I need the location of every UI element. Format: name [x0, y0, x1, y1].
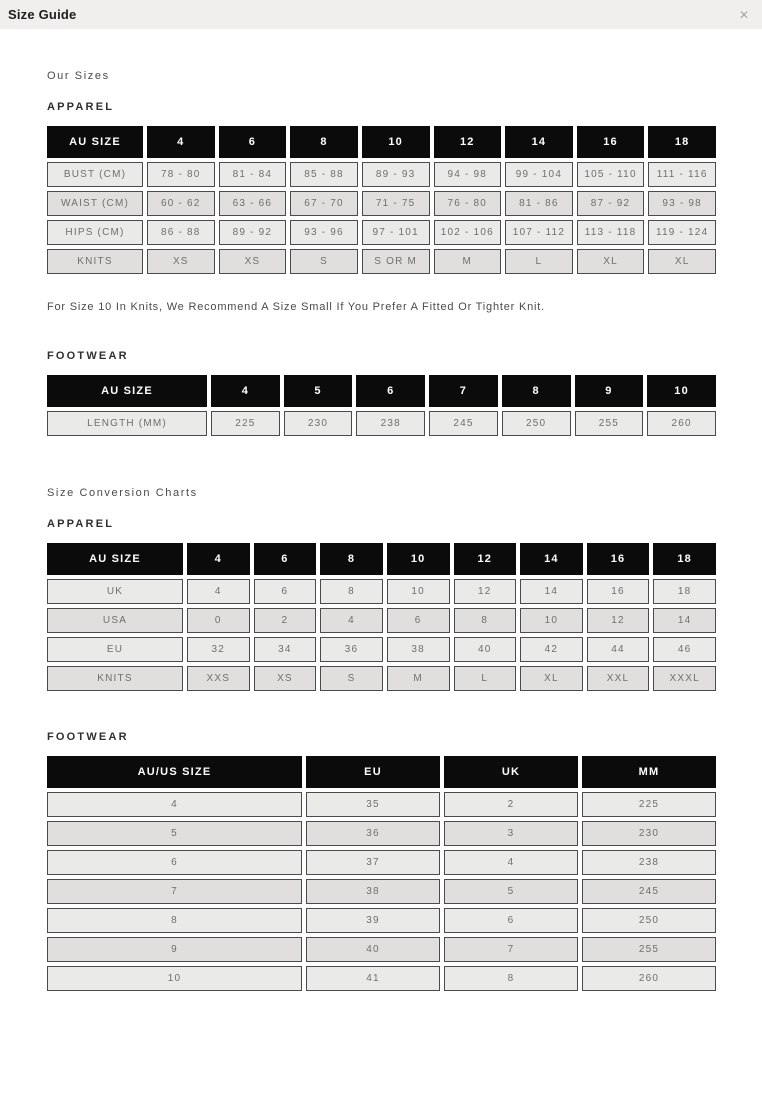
column-header: 16	[587, 543, 650, 575]
cell-value: 4	[444, 850, 578, 875]
cell-value: S	[290, 249, 358, 274]
cell-value: 14	[520, 579, 583, 604]
cell-value: 44	[587, 637, 650, 662]
table-row	[47, 850, 716, 875]
column-header: 9	[575, 375, 644, 407]
column-header: 8	[320, 543, 383, 575]
column-header: 4	[187, 543, 250, 575]
cell-value: 34	[254, 637, 317, 662]
row-label: WAIST (CM)	[47, 191, 143, 216]
header-row	[47, 375, 716, 407]
cell-value: 81 - 84	[219, 162, 287, 187]
table-row	[47, 191, 716, 216]
cell-value: 42	[520, 637, 583, 662]
table-row	[47, 579, 716, 604]
cell-value: 36	[320, 637, 383, 662]
table-row	[47, 637, 716, 662]
cell-value: 230	[582, 821, 716, 846]
cell-value: 85 - 88	[290, 162, 358, 187]
cell-value: 89 - 92	[219, 220, 287, 245]
cell-value: 94 - 98	[434, 162, 502, 187]
cell-value: 78 - 80	[147, 162, 215, 187]
footwear-conversion-title: FOOTWEAR	[47, 731, 129, 743]
column-header: AU/US SIZE	[47, 756, 302, 788]
cell-value: 102 - 106	[434, 220, 502, 245]
cell-value: 93 - 98	[648, 191, 716, 216]
cell-value: XL	[648, 249, 716, 274]
cell-value: 111 - 116	[648, 162, 716, 187]
cell-value: 105 - 110	[577, 162, 645, 187]
column-header: 18	[648, 126, 716, 158]
row-label: HIPS (CM)	[47, 220, 143, 245]
column-header: 8	[502, 375, 571, 407]
cell-value: 107 - 112	[505, 220, 573, 245]
row-label: KNITS	[47, 666, 183, 691]
cell-value: 87 - 92	[577, 191, 645, 216]
cell-value: 4	[320, 608, 383, 633]
row-label: 9	[47, 937, 302, 962]
column-header: AU SIZE	[47, 375, 207, 407]
cell-value: 250	[502, 411, 571, 436]
header-row	[47, 543, 716, 575]
cell-value: 3	[444, 821, 578, 846]
column-header: 4	[211, 375, 280, 407]
cell-value: XS	[147, 249, 215, 274]
table-row	[47, 821, 716, 846]
apparel-conversion-table	[43, 539, 720, 695]
apparel-sizes-table	[43, 122, 720, 278]
row-label: 6	[47, 850, 302, 875]
close-icon[interactable]: ✕	[738, 7, 749, 22]
cell-value: L	[454, 666, 517, 691]
cell-value: 16	[587, 579, 650, 604]
cell-value: 81 - 86	[505, 191, 573, 216]
column-header: 12	[454, 543, 517, 575]
cell-value: 238	[582, 850, 716, 875]
column-header: 4	[147, 126, 215, 158]
cell-value: 38	[387, 637, 450, 662]
table-row	[47, 411, 716, 436]
row-label: UK	[47, 579, 183, 604]
cell-value: XXS	[187, 666, 250, 691]
apparel-sizes-title: APPAREL	[47, 101, 115, 113]
column-header: 6	[254, 543, 317, 575]
cell-value: 245	[582, 879, 716, 904]
footwear-sizes-table	[43, 371, 720, 440]
column-header: 10	[362, 126, 430, 158]
cell-value: 41	[306, 966, 440, 991]
cell-value: 225	[211, 411, 280, 436]
cell-value: 36	[306, 821, 440, 846]
column-header: 10	[387, 543, 450, 575]
modal-title: Size Guide	[8, 7, 77, 22]
row-label: BUST (CM)	[47, 162, 143, 187]
cell-value: XL	[577, 249, 645, 274]
table-row	[47, 249, 716, 274]
table-row	[47, 220, 716, 245]
cell-value: 35	[306, 792, 440, 817]
cell-value: 76 - 80	[434, 191, 502, 216]
row-label: 10	[47, 966, 302, 991]
size-guide-content	[0, 29, 762, 1055]
cell-value: 6	[254, 579, 317, 604]
cell-value: S OR M	[362, 249, 430, 274]
cell-value: 230	[284, 411, 353, 436]
cell-value: 67 - 70	[290, 191, 358, 216]
our-sizes-label: Our Sizes	[47, 70, 110, 82]
cell-value: 89 - 93	[362, 162, 430, 187]
cell-value: 97 - 101	[362, 220, 430, 245]
cell-value: 8	[444, 966, 578, 991]
modal-titlebar	[0, 0, 762, 29]
table-row	[47, 937, 716, 962]
column-header: 16	[577, 126, 645, 158]
row-label: 8	[47, 908, 302, 933]
cell-value: 38	[306, 879, 440, 904]
cell-value: XL	[520, 666, 583, 691]
cell-value: 63 - 66	[219, 191, 287, 216]
table-row	[47, 608, 716, 633]
cell-value: 245	[429, 411, 498, 436]
cell-value: 113 - 118	[577, 220, 645, 245]
column-header: MM	[582, 756, 716, 788]
cell-value: 40	[454, 637, 517, 662]
cell-value: XS	[219, 249, 287, 274]
row-label: 7	[47, 879, 302, 904]
cell-value: 255	[582, 937, 716, 962]
table-row	[47, 162, 716, 187]
cell-value: 119 - 124	[648, 220, 716, 245]
column-header: 6	[219, 126, 287, 158]
cell-value: 8	[320, 579, 383, 604]
cell-value: S	[320, 666, 383, 691]
column-header: 12	[434, 126, 502, 158]
cell-value: 71 - 75	[362, 191, 430, 216]
cell-value: 260	[647, 411, 716, 436]
cell-value: 5	[444, 879, 578, 904]
cell-value: M	[434, 249, 502, 274]
cell-value: 12	[454, 579, 517, 604]
column-header: 6	[356, 375, 425, 407]
column-header: 8	[290, 126, 358, 158]
cell-value: 10	[520, 608, 583, 633]
apparel-conversion-title: APPAREL	[47, 518, 115, 530]
cell-value: 39	[306, 908, 440, 933]
column-header: 5	[284, 375, 353, 407]
cell-value: 86 - 88	[147, 220, 215, 245]
table-row	[47, 908, 716, 933]
column-header: UK	[444, 756, 578, 788]
table-row	[47, 879, 716, 904]
size-conversion-label: Size Conversion Charts	[47, 487, 198, 499]
row-label: 5	[47, 821, 302, 846]
column-header: 18	[653, 543, 716, 575]
cell-value: 2	[254, 608, 317, 633]
footwear-sizes-title: FOOTWEAR	[47, 350, 129, 362]
row-label: KNITS	[47, 249, 143, 274]
row-label: EU	[47, 637, 183, 662]
cell-value: M	[387, 666, 450, 691]
cell-value: 40	[306, 937, 440, 962]
cell-value: 6	[444, 908, 578, 933]
cell-value: XS	[254, 666, 317, 691]
row-label: 4	[47, 792, 302, 817]
table-row	[47, 792, 716, 817]
column-header: 10	[647, 375, 716, 407]
cell-value: 93 - 96	[290, 220, 358, 245]
cell-value: 4	[187, 579, 250, 604]
cell-value: 18	[653, 579, 716, 604]
cell-value: 2	[444, 792, 578, 817]
cell-value: 225	[582, 792, 716, 817]
cell-value: 6	[387, 608, 450, 633]
cell-value: 8	[454, 608, 517, 633]
footwear-conversion-table	[43, 752, 720, 995]
row-label: USA	[47, 608, 183, 633]
row-label: LENGTH (MM)	[47, 411, 207, 436]
cell-value: 238	[356, 411, 425, 436]
header-row	[47, 756, 716, 788]
cell-value: 37	[306, 850, 440, 875]
column-header: 14	[505, 126, 573, 158]
cell-value: 14	[653, 608, 716, 633]
cell-value: 12	[587, 608, 650, 633]
column-header: EU	[306, 756, 440, 788]
cell-value: XXL	[587, 666, 650, 691]
table-row	[47, 666, 716, 691]
cell-value: 250	[582, 908, 716, 933]
cell-value: 46	[653, 637, 716, 662]
cell-value: L	[505, 249, 573, 274]
cell-value: 99 - 104	[505, 162, 573, 187]
cell-value: 60 - 62	[147, 191, 215, 216]
cell-value: 0	[187, 608, 250, 633]
cell-value: 255	[575, 411, 644, 436]
cell-value: XXXL	[653, 666, 716, 691]
cell-value: 260	[582, 966, 716, 991]
cell-value: 10	[387, 579, 450, 604]
column-header: 14	[520, 543, 583, 575]
column-header: 7	[429, 375, 498, 407]
column-header: AU SIZE	[47, 543, 183, 575]
knits-note: For Size 10 In Knits, We Recommend A Size Small If You Prefer A Fitted Or Tighter Knit.	[47, 301, 545, 313]
column-header: AU SIZE	[47, 126, 143, 158]
cell-value: 7	[444, 937, 578, 962]
cell-value: 32	[187, 637, 250, 662]
header-row	[47, 126, 716, 158]
table-row	[47, 966, 716, 991]
